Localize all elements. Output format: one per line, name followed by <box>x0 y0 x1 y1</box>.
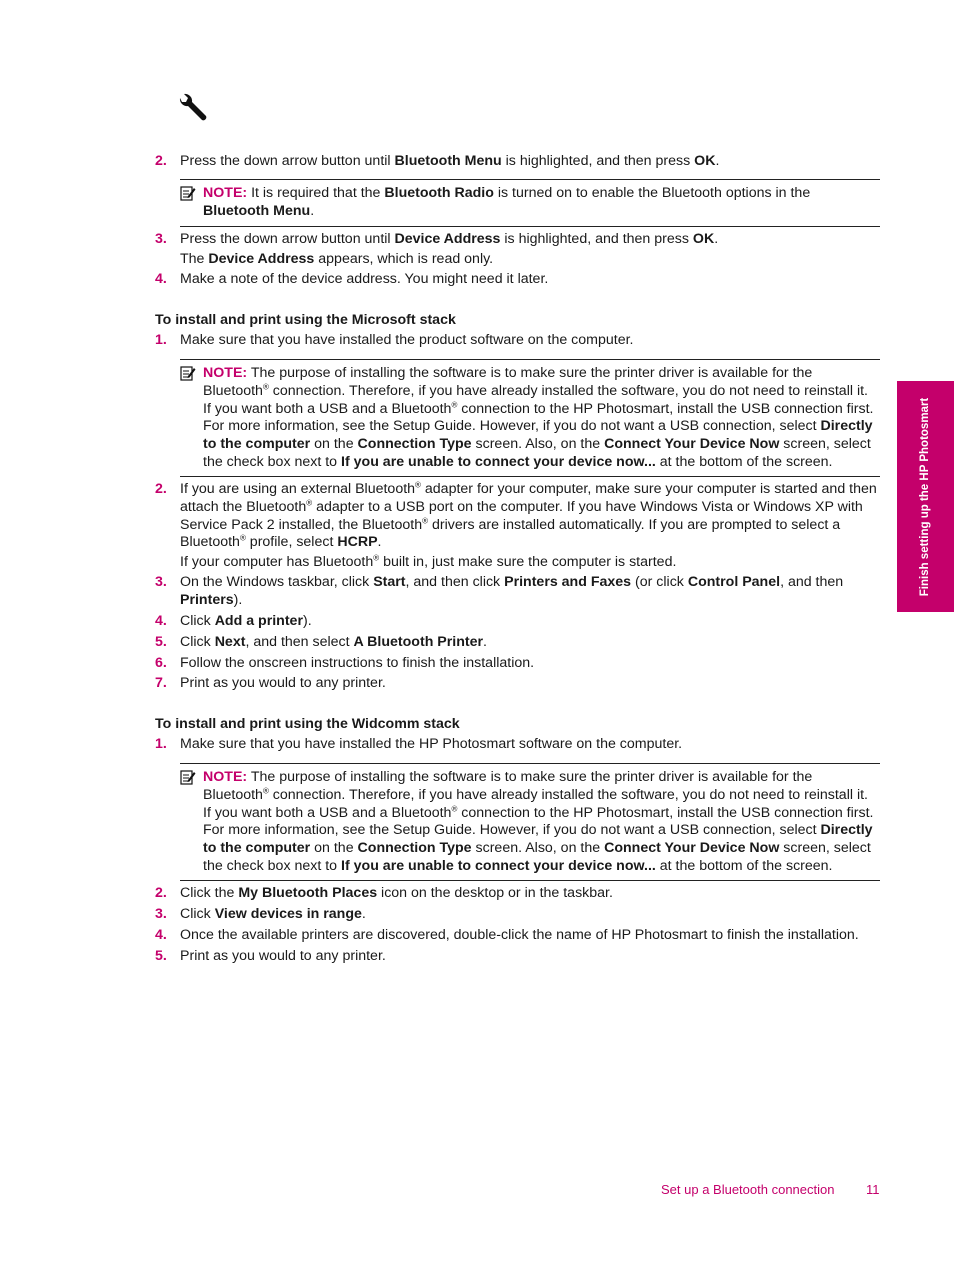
text: icon on the desktop or in the taskbar. <box>377 885 613 901</box>
step-number: 1. <box>155 736 167 752</box>
registered-mark: ® <box>262 786 269 796</box>
step-number: 3. <box>155 906 167 922</box>
step-number: 7. <box>155 675 167 691</box>
note-label: NOTE: <box>203 365 248 381</box>
text: . <box>361 906 366 922</box>
text: is turned on to enable the Bluetooth options in the <box>493 185 811 201</box>
text: Print as you would to any printer. <box>180 675 386 691</box>
step-number: 6. <box>155 655 167 671</box>
text: If you are unable to connect your device now... <box>341 453 656 470</box>
text: connection to the HP Photosmart, install the USB connection first. <box>457 400 874 417</box>
text: ). <box>302 613 312 629</box>
text: Bluetooth Menu <box>394 153 502 169</box>
ms-step-2 <box>155 481 885 572</box>
text: Service Pack 2 installed, the Bluetooth <box>180 516 423 533</box>
text: If you want both a USB and a Bluetooth <box>203 804 452 821</box>
step-number: 4. <box>155 613 167 629</box>
text: The <box>180 250 209 267</box>
text: at the bottom of the screen. <box>655 857 833 874</box>
text: is highlighted, and then press <box>501 153 695 169</box>
text: Bluetooth Radio <box>384 185 494 201</box>
text: Make sure that you have installed the HP Photosmart software on the computer. <box>180 736 683 752</box>
note-box <box>180 359 880 477</box>
text: , and then <box>780 574 844 590</box>
text: screen. Also, on the <box>471 436 605 453</box>
registered-mark: ® <box>415 480 421 490</box>
text: adapter to a USB port on the computer. If you have Windows Vista or Windows XP with <box>312 498 863 515</box>
text: Press the down arrow button until <box>180 231 395 247</box>
step-number: 2. <box>155 885 167 901</box>
registered-mark: ® <box>239 533 246 543</box>
text: the check box next to <box>203 453 342 470</box>
text: Printers <box>180 591 234 608</box>
text: Connect Your Device Now <box>604 436 780 453</box>
text: Control Panel <box>687 574 781 590</box>
text: If you are unable to connect your device now... <box>341 857 656 874</box>
registered-mark: ® <box>373 553 380 563</box>
note-text <box>203 180 880 226</box>
step-number: 1. <box>155 332 167 348</box>
ms-step-3 <box>155 574 885 610</box>
step-number: 2. <box>155 481 167 497</box>
text: Click <box>180 906 215 922</box>
text: screen, select <box>779 840 871 857</box>
text: Bluetooth <box>203 786 263 803</box>
text: Click <box>180 634 215 650</box>
text: the check box next to <box>203 857 342 874</box>
step-number: 4. <box>155 927 167 943</box>
text: (or click <box>631 574 688 590</box>
text: Start <box>373 574 406 590</box>
text: connection. Therefore, if you have already installed the software, you do not need to reinstall it. <box>268 786 868 803</box>
text: Connect Your Device Now <box>604 840 780 857</box>
text: View devices in range <box>214 906 362 922</box>
text: The purpose of installing the software is to make sure the printer driver is available for the <box>247 365 813 381</box>
text: Click the <box>180 885 239 901</box>
text: If your computer has Bluetooth <box>180 554 374 571</box>
text: attach the Bluetooth <box>180 498 307 515</box>
text: For more information, see the Setup Guide. However, if you do not want a USB connection, select <box>203 418 821 435</box>
text: Print as you would to any printer. <box>180 948 386 964</box>
text: Click <box>180 613 215 629</box>
text: A Bluetooth Printer <box>353 634 484 650</box>
note-icon <box>180 365 196 381</box>
text: drivers are installed automatically. If you are prompted to select a <box>428 516 841 533</box>
page-number: 11 <box>866 1182 880 1197</box>
text: For more information, see the Setup Guide. However, if you do not want a USB connection, select <box>203 822 821 839</box>
heading-widcomm-stack: To install and print using the Widcomm stack <box>155 716 460 732</box>
heading-microsoft-stack: To install and print using the Microsoft stack <box>155 312 456 328</box>
text: Connection Type <box>357 840 472 857</box>
text: Next <box>214 634 246 650</box>
registered-mark: ® <box>306 498 313 508</box>
note-label: NOTE: <box>203 185 248 201</box>
text: Device Address <box>208 250 315 267</box>
text: to the computer <box>203 436 311 453</box>
text: . <box>377 534 382 551</box>
note-icon <box>180 769 196 785</box>
text: Bluetooth <box>180 534 240 551</box>
text: , and then click <box>405 574 505 590</box>
text: built in, just make sure the computer is started. <box>379 554 677 571</box>
text: on the <box>310 436 358 453</box>
text: Press the down arrow button until <box>180 153 395 169</box>
text: Directly <box>820 418 873 435</box>
footer-section-title: Set up a Bluetooth connection <box>661 1182 835 1197</box>
text: Once the available printers are discovered, double-click the name of HP Photosmart to finish the installation. <box>180 927 859 943</box>
step-number: 4. <box>155 271 167 287</box>
text: Make a note of the device address. You might need it later. <box>180 271 549 287</box>
text: Connection Type <box>357 436 472 453</box>
text: . <box>714 231 719 247</box>
text: to the computer <box>203 840 311 857</box>
text: If you are using an external Bluetooth <box>180 481 416 497</box>
text: is highlighted, and then press <box>500 231 693 247</box>
text: Printers and Faxes <box>504 574 632 590</box>
text: Make sure that you have installed the product software on the computer. <box>180 332 634 348</box>
note-icon <box>180 185 196 201</box>
text: HCRP <box>337 534 378 551</box>
step-number: 5. <box>155 634 167 650</box>
step-3-device-address <box>155 231 885 269</box>
step-number: 2. <box>155 153 167 169</box>
text: appears, which is read only. <box>314 250 494 267</box>
text: at the bottom of the screen. <box>655 453 833 470</box>
text: Bluetooth Menu <box>203 202 311 219</box>
text: On the Windows taskbar, click <box>180 574 374 590</box>
text: Follow the onscreen instructions to finish the installation. <box>180 655 535 671</box>
side-tab <box>897 381 954 612</box>
text: . <box>310 202 315 219</box>
text: connection to the HP Photosmart, install the USB connection first. <box>457 804 874 821</box>
text: OK <box>692 231 715 247</box>
text: The purpose of installing the software is to make sure the printer driver is available for the <box>247 769 813 785</box>
note-text <box>203 764 880 881</box>
text: on the <box>310 840 358 857</box>
text: It is required that the <box>247 185 385 201</box>
text: profile, select <box>245 534 338 551</box>
text: adapter for your computer, make sure your computer is started and then <box>420 481 877 497</box>
registered-mark: ® <box>262 382 269 392</box>
note-box <box>180 763 880 881</box>
step-number: 5. <box>155 948 167 964</box>
text: ). <box>233 591 243 608</box>
registered-mark: ® <box>451 399 458 409</box>
wrench-icon <box>176 92 210 124</box>
text: OK <box>694 153 716 169</box>
note-box <box>180 179 880 227</box>
text: screen, select <box>779 436 871 453</box>
text: Add a printer <box>214 613 303 629</box>
side-tab-label: Finish setting up the HP Photosmart <box>918 397 931 596</box>
registered-mark: ® <box>422 515 429 525</box>
note-label: NOTE: <box>203 769 248 785</box>
text: My Bluetooth Places <box>238 885 378 901</box>
registered-mark: ® <box>451 803 458 813</box>
text: . <box>715 153 720 169</box>
text: If you want both a USB and a Bluetooth <box>203 400 452 417</box>
note-text <box>203 360 880 477</box>
text: Device Address <box>394 231 501 247</box>
step-number: 3. <box>155 574 167 590</box>
text: , and then select <box>245 634 354 650</box>
text: Directly <box>820 822 873 839</box>
step-number: 3. <box>155 231 167 247</box>
text: Bluetooth <box>203 382 263 399</box>
text: screen. Also, on the <box>471 840 605 857</box>
text: . <box>483 634 487 650</box>
text: connection. Therefore, if you have already installed the software, you do not need to reinstall it. <box>268 382 868 399</box>
